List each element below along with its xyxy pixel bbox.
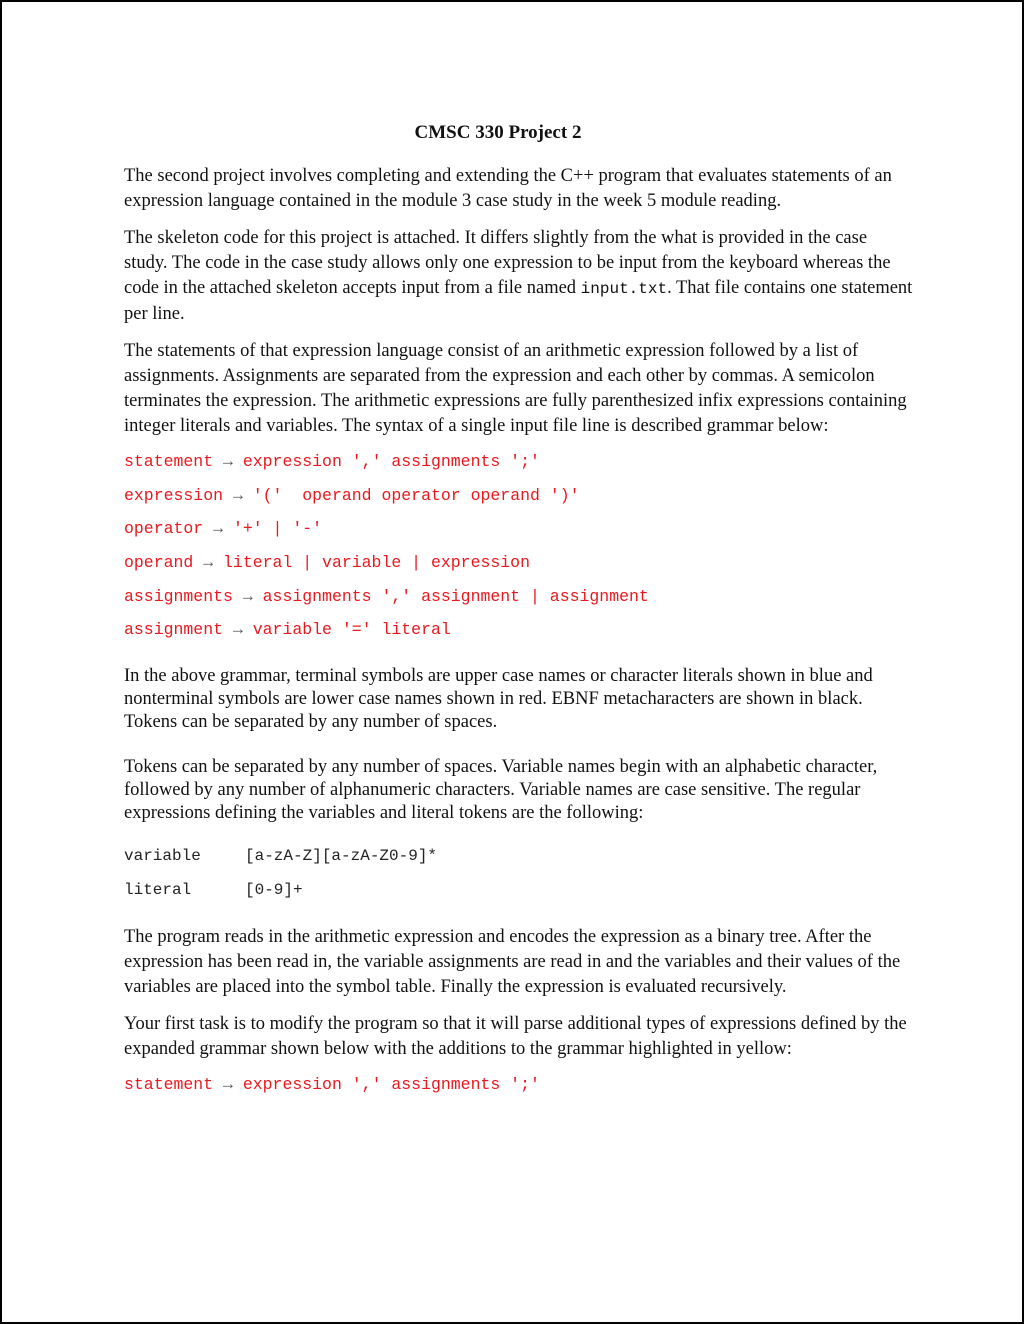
- task-paragraph: Your first task is to modify the program so that it will parse additional types of expressions defined by the expanded grammar shown below with the additions to the grammar highlighted in yellow:: [124, 1014, 907, 1060]
- rule-lhs: statement: [124, 1075, 214, 1095]
- grammar-rule: [124, 451, 914, 485]
- regex-row: [124, 845, 914, 879]
- skeleton-text-end: . That file contains one statement per line.: [124, 278, 913, 324]
- grammar-rule: [124, 518, 914, 552]
- grammar-rule: [124, 619, 914, 653]
- rule-lhs: expression: [124, 485, 224, 505]
- rule-lhs: operand: [124, 553, 194, 573]
- evaluation-paragraph: The program reads in the arithmetic expression and encodes the expression as a binary tree. After the expression has been read in, the variable assignments are read in and the variables and their values of the variables are placed into the symbol table. Finally the expression is evaluated recursively.: [124, 927, 901, 998]
- input-filename: input.txt: [580, 280, 668, 298]
- arrow-icon: →: [223, 452, 233, 471]
- grammar-rule: [124, 586, 914, 620]
- arrow-icon: →: [232, 620, 243, 640]
- document-body: [124, 122, 914, 1120]
- grammar-block: [124, 451, 914, 653]
- tokens-paragraph: Tokens can be separated by any number of spaces. Variable names begin with an alphabetic character, followed by any number of alphanumeric characters. Variable names are case sensitive. The regular expressions defining the variables and literal tokens are the following:: [124, 757, 878, 824]
- arrow-icon: →: [242, 586, 253, 606]
- grammar-rule: [124, 552, 914, 586]
- rule-rhs: assignments ',' assignment | assignment: [262, 586, 649, 606]
- regex-pattern: [a-zA-Z][a-zA-Z0-9]*: [245, 847, 438, 866]
- arrow-icon: →: [232, 485, 243, 505]
- skeleton-paragraph: [124, 226, 914, 327]
- language-paragraph: The statements of that expression language consist of an arithmetic expression followed by a list of assignments. Assignments are separated from the expression and each other by commas. A semicolon terminates the expression. The arithmetic expressions are fully parenthesized infix expressions containing integer literals and variables. The syntax of a single input file line is described grammar below:: [124, 341, 907, 436]
- rule-lhs: assignments: [124, 586, 233, 606]
- regex-name: literal: [124, 881, 192, 900]
- rule-lhs: assignment: [124, 620, 224, 640]
- regex-block: [124, 845, 914, 913]
- grammar-rule: [124, 1074, 914, 1108]
- arrow-icon: →: [213, 519, 224, 539]
- arrow-icon: →: [223, 1075, 233, 1095]
- skeleton-text-start: The skeleton code for this project is attached. It differs slightly from the what is provided in the case study. The code in the case study allows only one expression to be input from the keyboard whereas the code in the attached skeleton accepts input from a file named: [124, 228, 891, 298]
- regex-name: variable: [124, 847, 201, 866]
- expanded-grammar-block: [124, 1074, 914, 1108]
- regex-row: [124, 879, 914, 913]
- intro-paragraph: The second project involves completing and extending the C++ program that evaluates statements of an expression language contained in the module 3 case study in the week 5 module reading.: [124, 166, 892, 211]
- rule-lhs: statement: [124, 452, 214, 471]
- rule-lhs: operator: [124, 519, 204, 539]
- arrow-icon: →: [203, 553, 214, 573]
- rule-rhs: expression ',' assignments ';': [242, 1075, 540, 1095]
- rule-rhs: '(' operand operator operand ')': [252, 485, 580, 505]
- page-title: CMSC 330 Project 2: [414, 122, 582, 143]
- grammar-notes-paragraph: In the above grammar, terminal symbols are upper case names or character literals shown in blue and nonterminal symbols are lower case names shown in red. EBNF metacharacters are shown in black. Tokens can be separated by any number of spaces.: [124, 666, 873, 733]
- grammar-rule: [124, 485, 914, 519]
- regex-pattern: [0-9]+: [245, 881, 303, 900]
- rule-rhs: variable '=' literal: [252, 620, 451, 640]
- rule-rhs: '+' | '-': [232, 519, 323, 539]
- rule-rhs: literal | variable | expression: [223, 553, 530, 573]
- rule-rhs: expression ',' assignments ';': [242, 452, 540, 471]
